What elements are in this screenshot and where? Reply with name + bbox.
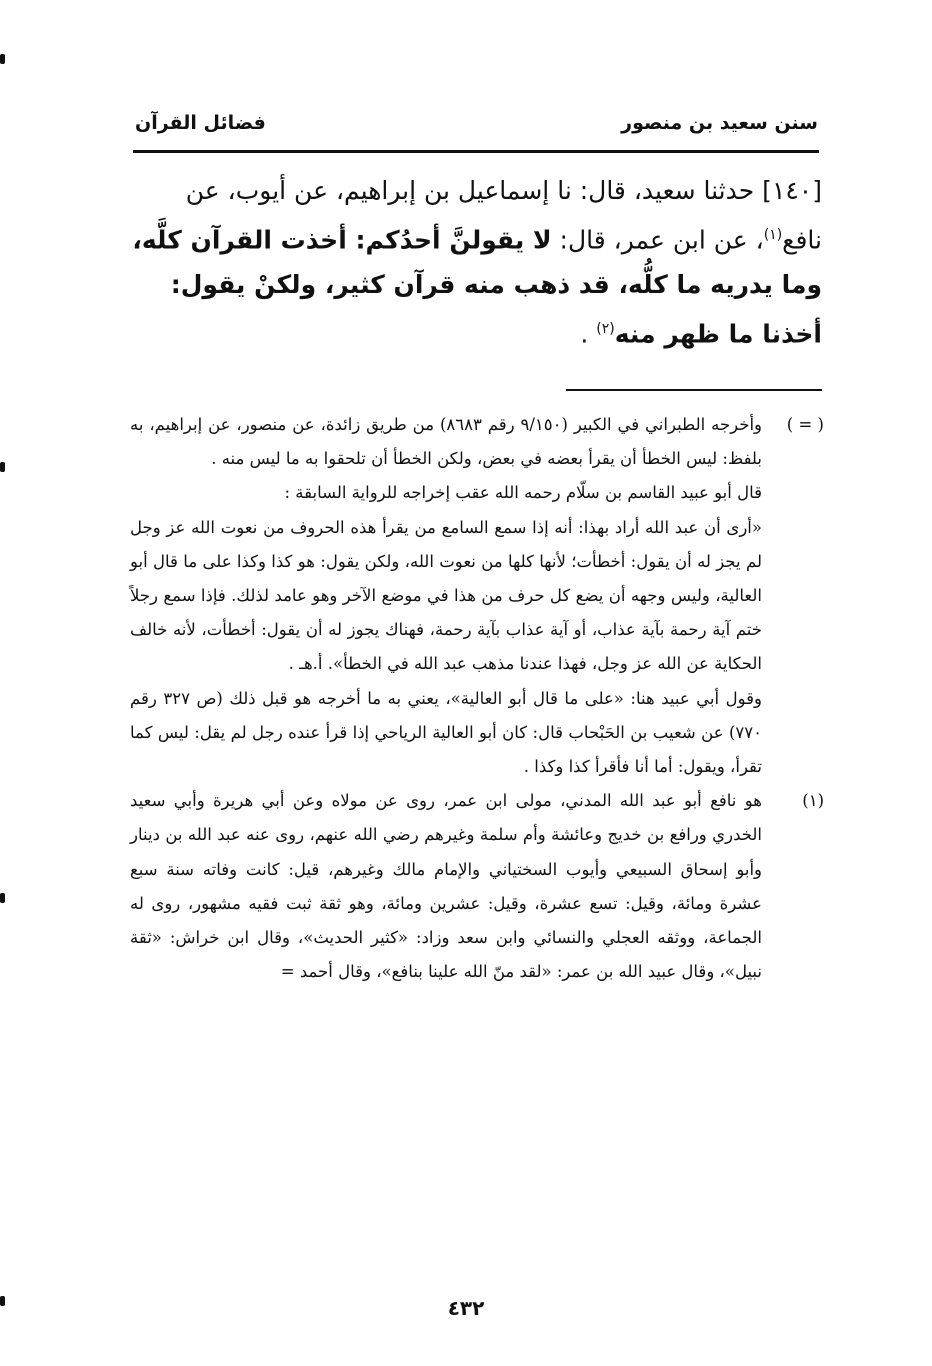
hadith-text [128,168,822,357]
hadith-number: [١٤٠] [762,176,822,205]
hadith-matn: لا يقولنَّ أحدُكم: أخذت القرآن كلَّه، وما يدريه ما كلُّه، قد ذهب منه قرآن كثير، ولكنْ يقول: أخذنا ما ظهر منه [132,225,822,349]
scan-mark [0,893,5,903]
header-rule [133,150,819,153]
footnote-paragraph: قال أبو عبيد القاسم بن سلّام رحمه الله عقب إخراجه للرواية السابقة : [284,483,762,503]
footnote-text: هو نافع أبو عبد الله المدني، مولى ابن عمر، روى عن مولاه وعن أبي هريرة وأبي سعيد الخدري ورافع بن خديج وعائشة وأم سلمة وغيرهم رضي الله عنهم، روى عنه عبد الله بن دينار وأبو إسحاق السبيعي وأيوب السختياني والإمام مالك وغيرهم، قيل: كانت وفاته سنة سبع عشرة ومائة، وقيل: تسع عشرة، وقيل: عشرين ومائة، وهو ثقة ثبت فقيه مشهور، روى له الجماعة، ووثقه العجلي والنسائي وابن سعد وزاد: «كثير الحديث»، وقال ابن خراش: «ثقة نبيل»، وقال عبيد الله بن عمر: «لقد منّ الله علينا بنافع»، وقال أحمد = [130,791,762,982]
footnote-ref-1: (١) [763,227,783,243]
footnote-marker: ( = ) [786,415,824,434]
hadith-end: . [580,319,597,349]
hadith-chain-end: ، عن ابن عمر، قال: [559,225,764,255]
footnotes [130,408,824,989]
scan-mark [0,462,5,472]
book-title: سنن سعيد بن منصور [621,112,818,134]
scan-mark [0,54,5,64]
footnote-quote: «أرى أن عبد الله أراد بهذا: أنه إذا سمع السامع من يقرأ هذه الحروف من نعوت الله عز وجل لم يجز له أن يقول: أخطأت؛ لأنها كلها من نعوت الله، ولكن يقول: هو كذا وكذا على ما قال أبو العالية، وليس وجهه أن يضع كل حرف من هذا في موضع الآخر وهو عامد لذلك. فإذا سمع رجلاً ختم آية رحمة بآية عذاب، أو آية عذاب بآية رحمة، فهناك يجوز له أن يقول: أخطأت، لأنه خالف الحكاية عن الله عز وجل، فهذا عندنا مذهب عبد الله في الخطأ». أ.هـ . [130,517,762,674]
footnote-marker: (١) [802,791,824,811]
page-number: ٤٣٢ [447,1296,485,1320]
footnote-ref-2: (٢) [596,321,615,338]
running-header [135,108,818,138]
footnote-paragraph: وأخرجه الطبراني في الكبير (٩/١٥٠ رقم ٨٦٨٣) من طريق زائدة، عن منصور، عن إبراهيم، به بلفظ: ليس الخطأ أن يقرأ بعضه في بعض، ولكن الخطأ أن تلحقوا به ما ليس منه . [130,415,762,469]
footnote-continued [130,408,824,476]
footnote-1 [130,784,824,989]
hadith-chain: حدثنا سعيد، قال: نا إسماعيل بن إبراهيم، عن أيوب، عن نافع [185,176,822,255]
footnote-paragraph: وقول أبي عبيد هنا: «على ما قال أبو العالية»، يعني به ما أخرجه هو قبل ذلك (ص ٣٢٧ رقم ٧٧٠) عن شعيب بن الحَبْحاب قال: كان أبو العالية الرياحي إذا قرأ عنده رجل لم يقل: ليس كما تقرأ، ويقول: أما أنا فأقرأ كذا وكذا . [130,688,762,777]
footnote-separator [566,389,822,391]
chapter-title: فضائل القرآن [135,112,266,134]
